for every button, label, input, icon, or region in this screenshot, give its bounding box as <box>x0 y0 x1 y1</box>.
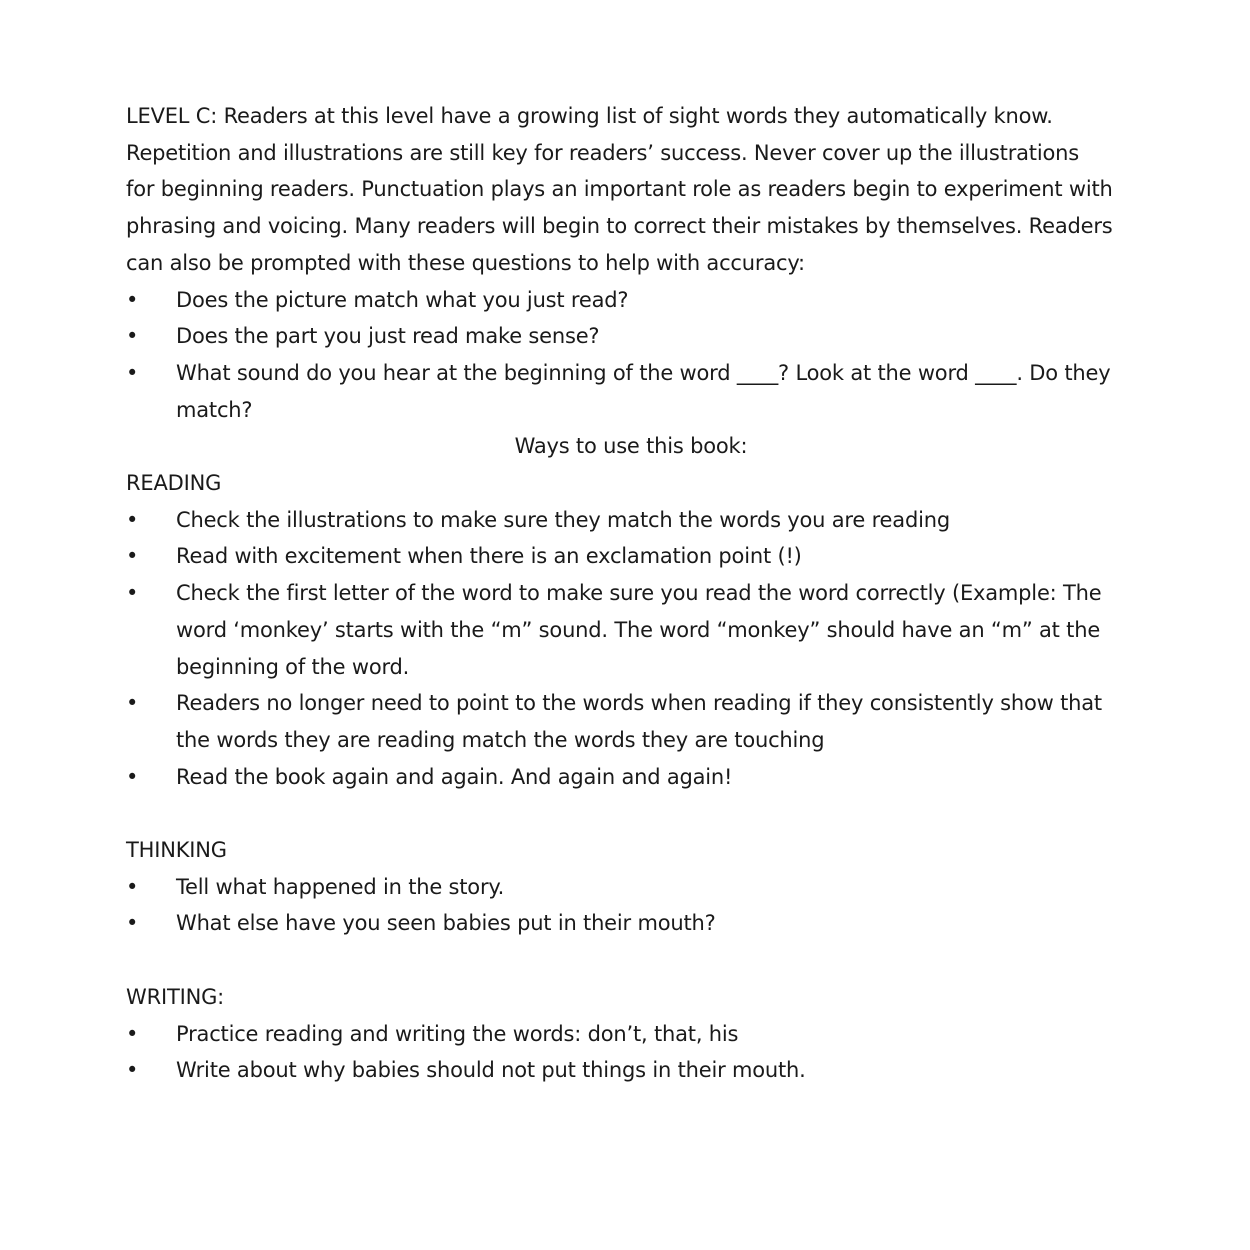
intro-line: phrasing and voicing. Many readers will begin to correct their mistakes by themselves. Readers <box>126 214 1113 239</box>
thinking-list <box>126 869 1136 942</box>
list-item-text: Write about why babies should not put things in their mouth. <box>176 1058 806 1083</box>
list-item <box>126 905 1136 942</box>
list-item-text: Read the book again and again. And again and again! <box>176 764 733 789</box>
list-item-text: Readers no longer need to point to the words when reading if they consistently show that the words they are reading match the words they are touching <box>176 691 1102 752</box>
accuracy-questions-list <box>126 282 1136 429</box>
bullet: • <box>126 287 139 312</box>
list-item-text: What sound do you hear at the beginning of the word ____? Look at the word ____. Do they match? <box>176 360 1111 422</box>
bullet: • <box>126 1021 139 1046</box>
list-item-text: Check the first letter of the word to make sure you read the word correctly (Example: The word ‘monkey’ starts with the “m” sound. The word “monkey” should have an “m” at the beginning of the word. <box>176 581 1102 679</box>
list-item-text: Check the illustrations to make sure they match the words you are reading <box>176 507 950 532</box>
list-item <box>126 759 1136 796</box>
list-item <box>126 1016 1136 1053</box>
list-item <box>126 869 1136 906</box>
bullet: • <box>126 544 139 569</box>
thinking-heading: THINKING <box>126 838 227 863</box>
list-item-text: Does the part you just read make sense? <box>176 324 600 349</box>
reading-list <box>126 502 1136 796</box>
bullet: • <box>126 764 139 789</box>
bullet: • <box>126 507 139 532</box>
section-spacer <box>126 942 1136 979</box>
list-item-text: What else have you seen babies put in their mouth? <box>176 911 716 936</box>
list-item-text: Does the picture match what you just read? <box>176 287 629 312</box>
bullet: • <box>126 324 139 349</box>
list-item <box>126 1052 1136 1089</box>
bullet: • <box>126 581 139 606</box>
document-page <box>126 98 1136 1089</box>
section-spacer <box>126 795 1136 832</box>
intro-line: LEVEL C: Readers at this level have a growing list of sight words they automatically know. <box>126 104 1053 128</box>
list-item-text: Practice reading and writing the words: don’t, that, his <box>176 1021 739 1046</box>
list-item <box>126 318 1136 355</box>
bullet: • <box>126 911 139 936</box>
writing-list <box>126 1016 1136 1089</box>
ways-title: Ways to use this book: <box>514 434 748 459</box>
list-item <box>126 282 1136 319</box>
list-item-text: Read with excitement when there is an exclamation point (!) <box>176 544 802 569</box>
bullet: • <box>126 1058 139 1083</box>
reading-heading: READING <box>126 471 222 496</box>
list-item <box>126 355 1136 428</box>
list-item-text: Tell what happened in the story. <box>176 874 505 899</box>
intro-line: for beginning readers. Punctuation plays an important role as readers begin to experiment with <box>126 177 1113 202</box>
list-item <box>126 575 1136 685</box>
writing-heading: WRITING: <box>126 984 225 1009</box>
intro-line: can also be prompted with these questions to help with accuracy: <box>126 250 805 275</box>
level-c-intro <box>126 98 1136 282</box>
intro-line: Repetition and illustrations are still key for readers’ success. Never cover up the illustrations <box>126 140 1079 165</box>
bullet: • <box>126 874 139 899</box>
bullet: • <box>126 691 139 716</box>
bullet: • <box>126 360 139 385</box>
list-item <box>126 502 1136 539</box>
list-item <box>126 538 1136 575</box>
list-item <box>126 685 1136 758</box>
